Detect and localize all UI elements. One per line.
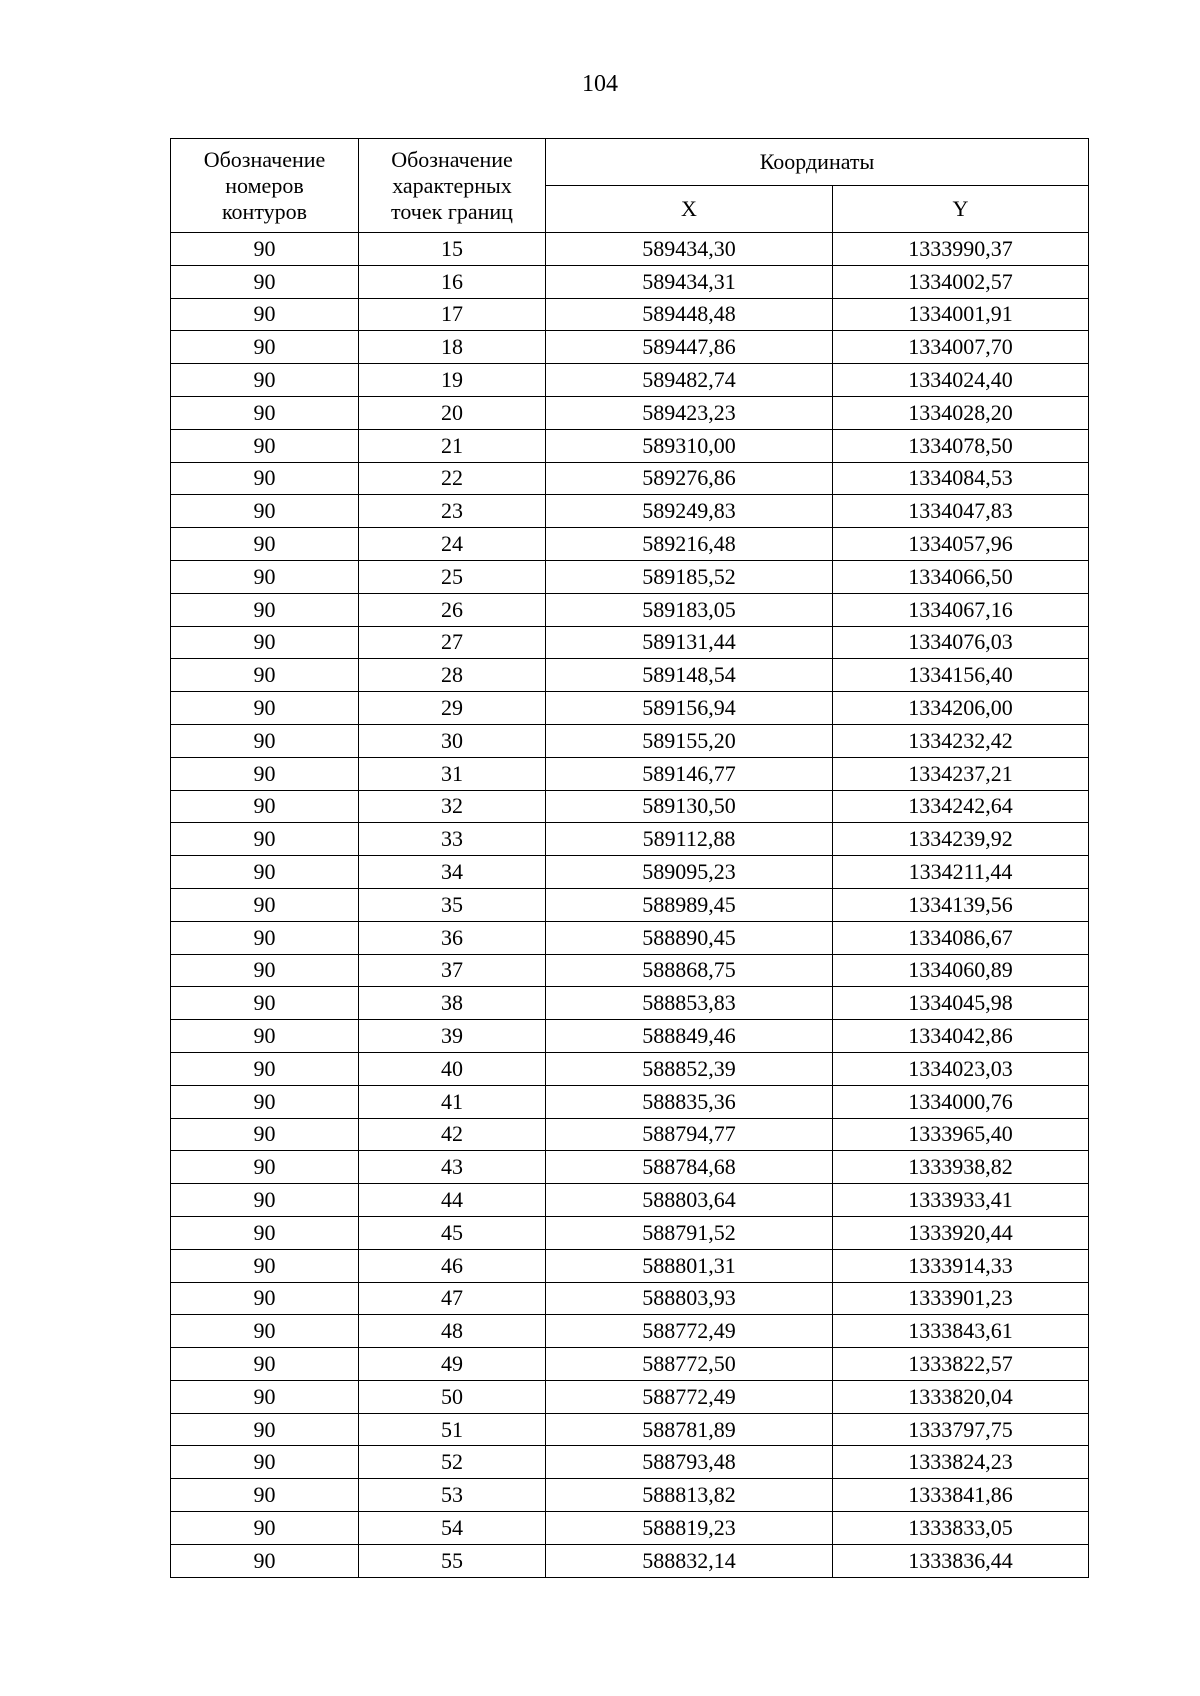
cell-x: 589482,74	[546, 364, 833, 397]
cell-point-number: 54	[359, 1512, 546, 1545]
cell-y: 1334057,96	[833, 528, 1089, 561]
cell-contour-number: 90	[171, 1544, 359, 1577]
cell-contour-number: 90	[171, 462, 359, 495]
table-row	[171, 790, 1089, 823]
table-body	[171, 233, 1089, 1578]
cell-y: 1333820,04	[833, 1380, 1089, 1413]
table-row	[171, 1315, 1089, 1348]
table-row	[171, 364, 1089, 397]
header-contour-line-1: Обозначение	[203, 146, 326, 172]
cell-y: 1334028,20	[833, 396, 1089, 429]
cell-y: 1334211,44	[833, 856, 1089, 889]
cell-y: 1333822,57	[833, 1348, 1089, 1381]
cell-contour-number: 90	[171, 1413, 359, 1446]
cell-contour-number: 90	[171, 659, 359, 692]
cell-point-number: 22	[359, 462, 546, 495]
cell-y: 1334047,83	[833, 495, 1089, 528]
cell-x: 588772,50	[546, 1348, 833, 1381]
cell-y: 1334242,64	[833, 790, 1089, 823]
cell-x: 589310,00	[546, 429, 833, 462]
cell-x: 589434,30	[546, 233, 833, 266]
cell-x: 589130,50	[546, 790, 833, 823]
table-row	[171, 1151, 1089, 1184]
table-row	[171, 987, 1089, 1020]
cell-point-number: 52	[359, 1446, 546, 1479]
cell-contour-number: 90	[171, 987, 359, 1020]
cell-y: 1334023,03	[833, 1052, 1089, 1085]
cell-y: 1334076,03	[833, 626, 1089, 659]
cell-y: 1334086,67	[833, 921, 1089, 954]
table-row	[171, 1184, 1089, 1217]
cell-y: 1333797,75	[833, 1413, 1089, 1446]
cell-point-number: 40	[359, 1052, 546, 1085]
cell-x: 589185,52	[546, 560, 833, 593]
cell-x: 588989,45	[546, 888, 833, 921]
cell-point-number: 25	[359, 560, 546, 593]
cell-y: 1334066,50	[833, 560, 1089, 593]
cell-point-number: 41	[359, 1085, 546, 1118]
cell-x: 588803,64	[546, 1184, 833, 1217]
cell-x: 589447,86	[546, 331, 833, 364]
cell-y: 1334239,92	[833, 823, 1089, 856]
cell-contour-number: 90	[171, 1151, 359, 1184]
cell-x: 588791,52	[546, 1216, 833, 1249]
cell-contour-number: 90	[171, 1020, 359, 1053]
cell-contour-number: 90	[171, 724, 359, 757]
cell-contour-number: 90	[171, 331, 359, 364]
cell-y: 1333920,44	[833, 1216, 1089, 1249]
cell-y: 1334139,56	[833, 888, 1089, 921]
cell-contour-number: 90	[171, 233, 359, 266]
cell-contour-number: 90	[171, 1512, 359, 1545]
cell-x: 588853,83	[546, 987, 833, 1020]
cell-contour-number: 90	[171, 1052, 359, 1085]
cell-point-number: 23	[359, 495, 546, 528]
cell-x: 589148,54	[546, 659, 833, 692]
header-points-line-1: Обозначение	[391, 146, 513, 172]
cell-point-number: 17	[359, 298, 546, 331]
cell-y: 1334156,40	[833, 659, 1089, 692]
table-row	[171, 1020, 1089, 1053]
cell-point-number: 36	[359, 921, 546, 954]
cell-x: 588890,45	[546, 921, 833, 954]
table-row	[171, 1413, 1089, 1446]
table-row	[171, 1348, 1089, 1381]
table-row	[171, 659, 1089, 692]
table-row	[171, 1216, 1089, 1249]
cell-y: 1333965,40	[833, 1118, 1089, 1151]
cell-contour-number: 90	[171, 888, 359, 921]
cell-x: 588852,39	[546, 1052, 833, 1085]
cell-point-number: 38	[359, 987, 546, 1020]
cell-contour-number: 90	[171, 364, 359, 397]
table-row	[171, 429, 1089, 462]
cell-contour-number: 90	[171, 1446, 359, 1479]
cell-contour-number: 90	[171, 790, 359, 823]
coordinates-table	[170, 138, 1089, 1578]
cell-x: 589183,05	[546, 593, 833, 626]
cell-x: 588819,23	[546, 1512, 833, 1545]
header-boundary-points	[359, 139, 546, 233]
cell-x: 588832,14	[546, 1544, 833, 1577]
table-row	[171, 921, 1089, 954]
cell-x: 588793,48	[546, 1446, 833, 1479]
table-row	[171, 1544, 1089, 1577]
cell-point-number: 33	[359, 823, 546, 856]
cell-y: 1334206,00	[833, 692, 1089, 725]
table-row	[171, 856, 1089, 889]
cell-contour-number: 90	[171, 954, 359, 987]
cell-contour-number: 90	[171, 298, 359, 331]
cell-point-number: 18	[359, 331, 546, 364]
cell-point-number: 55	[359, 1544, 546, 1577]
cell-point-number: 27	[359, 626, 546, 659]
cell-point-number: 19	[359, 364, 546, 397]
cell-x: 588803,93	[546, 1282, 833, 1315]
cell-y: 1334001,91	[833, 298, 1089, 331]
cell-point-number: 16	[359, 265, 546, 298]
cell-contour-number: 90	[171, 1216, 359, 1249]
cell-y: 1333933,41	[833, 1184, 1089, 1217]
cell-x: 589156,94	[546, 692, 833, 725]
cell-contour-number: 90	[171, 921, 359, 954]
cell-contour-number: 90	[171, 1380, 359, 1413]
cell-y: 1333824,23	[833, 1446, 1089, 1479]
cell-point-number: 35	[359, 888, 546, 921]
header-points-line-2: характерных	[392, 172, 512, 198]
cell-contour-number: 90	[171, 626, 359, 659]
cell-x: 588772,49	[546, 1380, 833, 1413]
table-row	[171, 593, 1089, 626]
cell-point-number: 43	[359, 1151, 546, 1184]
cell-point-number: 49	[359, 1348, 546, 1381]
cell-point-number: 34	[359, 856, 546, 889]
cell-point-number: 46	[359, 1249, 546, 1282]
cell-x: 589155,20	[546, 724, 833, 757]
cell-x: 588813,82	[546, 1479, 833, 1512]
header-contour-line-3: контуров	[221, 198, 308, 224]
table-row	[171, 954, 1089, 987]
cell-contour-number: 90	[171, 757, 359, 790]
header-contour-line-2: номеров	[225, 172, 304, 198]
cell-point-number: 28	[359, 659, 546, 692]
header-y: Y	[833, 186, 1089, 233]
cell-y: 1334078,50	[833, 429, 1089, 462]
table-row	[171, 233, 1089, 266]
cell-point-number: 24	[359, 528, 546, 561]
table-row	[171, 495, 1089, 528]
cell-contour-number: 90	[171, 593, 359, 626]
cell-y: 1333914,33	[833, 1249, 1089, 1282]
cell-contour-number: 90	[171, 560, 359, 593]
cell-x: 588801,31	[546, 1249, 833, 1282]
table-row	[171, 331, 1089, 364]
cell-point-number: 48	[359, 1315, 546, 1348]
cell-x: 588835,36	[546, 1085, 833, 1118]
table-row	[171, 1249, 1089, 1282]
cell-y: 1334084,53	[833, 462, 1089, 495]
cell-y: 1334000,76	[833, 1085, 1089, 1118]
table-row	[171, 1380, 1089, 1413]
cell-x: 589423,23	[546, 396, 833, 429]
table-row	[171, 1085, 1089, 1118]
cell-x: 588868,75	[546, 954, 833, 987]
cell-point-number: 47	[359, 1282, 546, 1315]
cell-y: 1333836,44	[833, 1544, 1089, 1577]
table-row	[171, 692, 1089, 725]
cell-x: 589146,77	[546, 757, 833, 790]
table-row	[171, 265, 1089, 298]
cell-x: 589276,86	[546, 462, 833, 495]
table-row	[171, 1118, 1089, 1151]
cell-contour-number: 90	[171, 1315, 359, 1348]
cell-x: 589095,23	[546, 856, 833, 889]
cell-point-number: 32	[359, 790, 546, 823]
cell-point-number: 29	[359, 692, 546, 725]
cell-contour-number: 90	[171, 692, 359, 725]
table-row	[171, 396, 1089, 429]
cell-contour-number: 90	[171, 1479, 359, 1512]
header-coordinates: Координаты	[546, 139, 1089, 186]
cell-y: 1334024,40	[833, 364, 1089, 397]
cell-point-number: 37	[359, 954, 546, 987]
cell-point-number: 50	[359, 1380, 546, 1413]
cell-contour-number: 90	[171, 856, 359, 889]
cell-contour-number: 90	[171, 528, 359, 561]
cell-x: 588781,89	[546, 1413, 833, 1446]
cell-contour-number: 90	[171, 265, 359, 298]
cell-x: 589448,48	[546, 298, 833, 331]
cell-x: 589434,31	[546, 265, 833, 298]
cell-y: 1333833,05	[833, 1512, 1089, 1545]
table-row	[171, 626, 1089, 659]
cell-contour-number: 90	[171, 495, 359, 528]
cell-contour-number: 90	[171, 396, 359, 429]
cell-x: 588772,49	[546, 1315, 833, 1348]
cell-y: 1333938,82	[833, 1151, 1089, 1184]
cell-x: 589131,44	[546, 626, 833, 659]
cell-contour-number: 90	[171, 823, 359, 856]
cell-y: 1334067,16	[833, 593, 1089, 626]
cell-x: 588849,46	[546, 1020, 833, 1053]
header-x: X	[546, 186, 833, 233]
cell-point-number: 26	[359, 593, 546, 626]
table-row	[171, 1052, 1089, 1085]
cell-contour-number: 90	[171, 1118, 359, 1151]
cell-y: 1334042,86	[833, 1020, 1089, 1053]
cell-contour-number: 90	[171, 1085, 359, 1118]
cell-contour-number: 90	[171, 1348, 359, 1381]
cell-point-number: 45	[359, 1216, 546, 1249]
table-row	[171, 888, 1089, 921]
cell-point-number: 51	[359, 1413, 546, 1446]
cell-x: 588784,68	[546, 1151, 833, 1184]
header-contour-numbers	[171, 139, 359, 233]
cell-point-number: 20	[359, 396, 546, 429]
cell-contour-number: 90	[171, 1249, 359, 1282]
cell-y: 1333901,23	[833, 1282, 1089, 1315]
table-row	[171, 560, 1089, 593]
cell-y: 1334007,70	[833, 331, 1089, 364]
table-row	[171, 1512, 1089, 1545]
table-row	[171, 823, 1089, 856]
cell-point-number: 53	[359, 1479, 546, 1512]
cell-point-number: 42	[359, 1118, 546, 1151]
cell-contour-number: 90	[171, 429, 359, 462]
cell-point-number: 31	[359, 757, 546, 790]
cell-x: 589112,88	[546, 823, 833, 856]
cell-point-number: 30	[359, 724, 546, 757]
cell-contour-number: 90	[171, 1184, 359, 1217]
cell-x: 589249,83	[546, 495, 833, 528]
table-row	[171, 528, 1089, 561]
cell-y: 1334237,21	[833, 757, 1089, 790]
cell-y: 1334045,98	[833, 987, 1089, 1020]
table-row	[171, 462, 1089, 495]
cell-y: 1333841,86	[833, 1479, 1089, 1512]
cell-y: 1334232,42	[833, 724, 1089, 757]
cell-y: 1334002,57	[833, 265, 1089, 298]
table-row	[171, 1446, 1089, 1479]
table-row	[171, 1479, 1089, 1512]
header-points-line-3: точек границ	[391, 198, 513, 224]
cell-point-number: 15	[359, 233, 546, 266]
cell-contour-number: 90	[171, 1282, 359, 1315]
table-row	[171, 1282, 1089, 1315]
table-row	[171, 298, 1089, 331]
table-row	[171, 757, 1089, 790]
cell-y: 1334060,89	[833, 954, 1089, 987]
cell-x: 588794,77	[546, 1118, 833, 1151]
table-row	[171, 724, 1089, 757]
cell-point-number: 39	[359, 1020, 546, 1053]
page-number: 104	[582, 71, 618, 97]
cell-point-number: 21	[359, 429, 546, 462]
cell-y: 1333990,37	[833, 233, 1089, 266]
cell-y: 1333843,61	[833, 1315, 1089, 1348]
cell-x: 589216,48	[546, 528, 833, 561]
cell-point-number: 44	[359, 1184, 546, 1217]
